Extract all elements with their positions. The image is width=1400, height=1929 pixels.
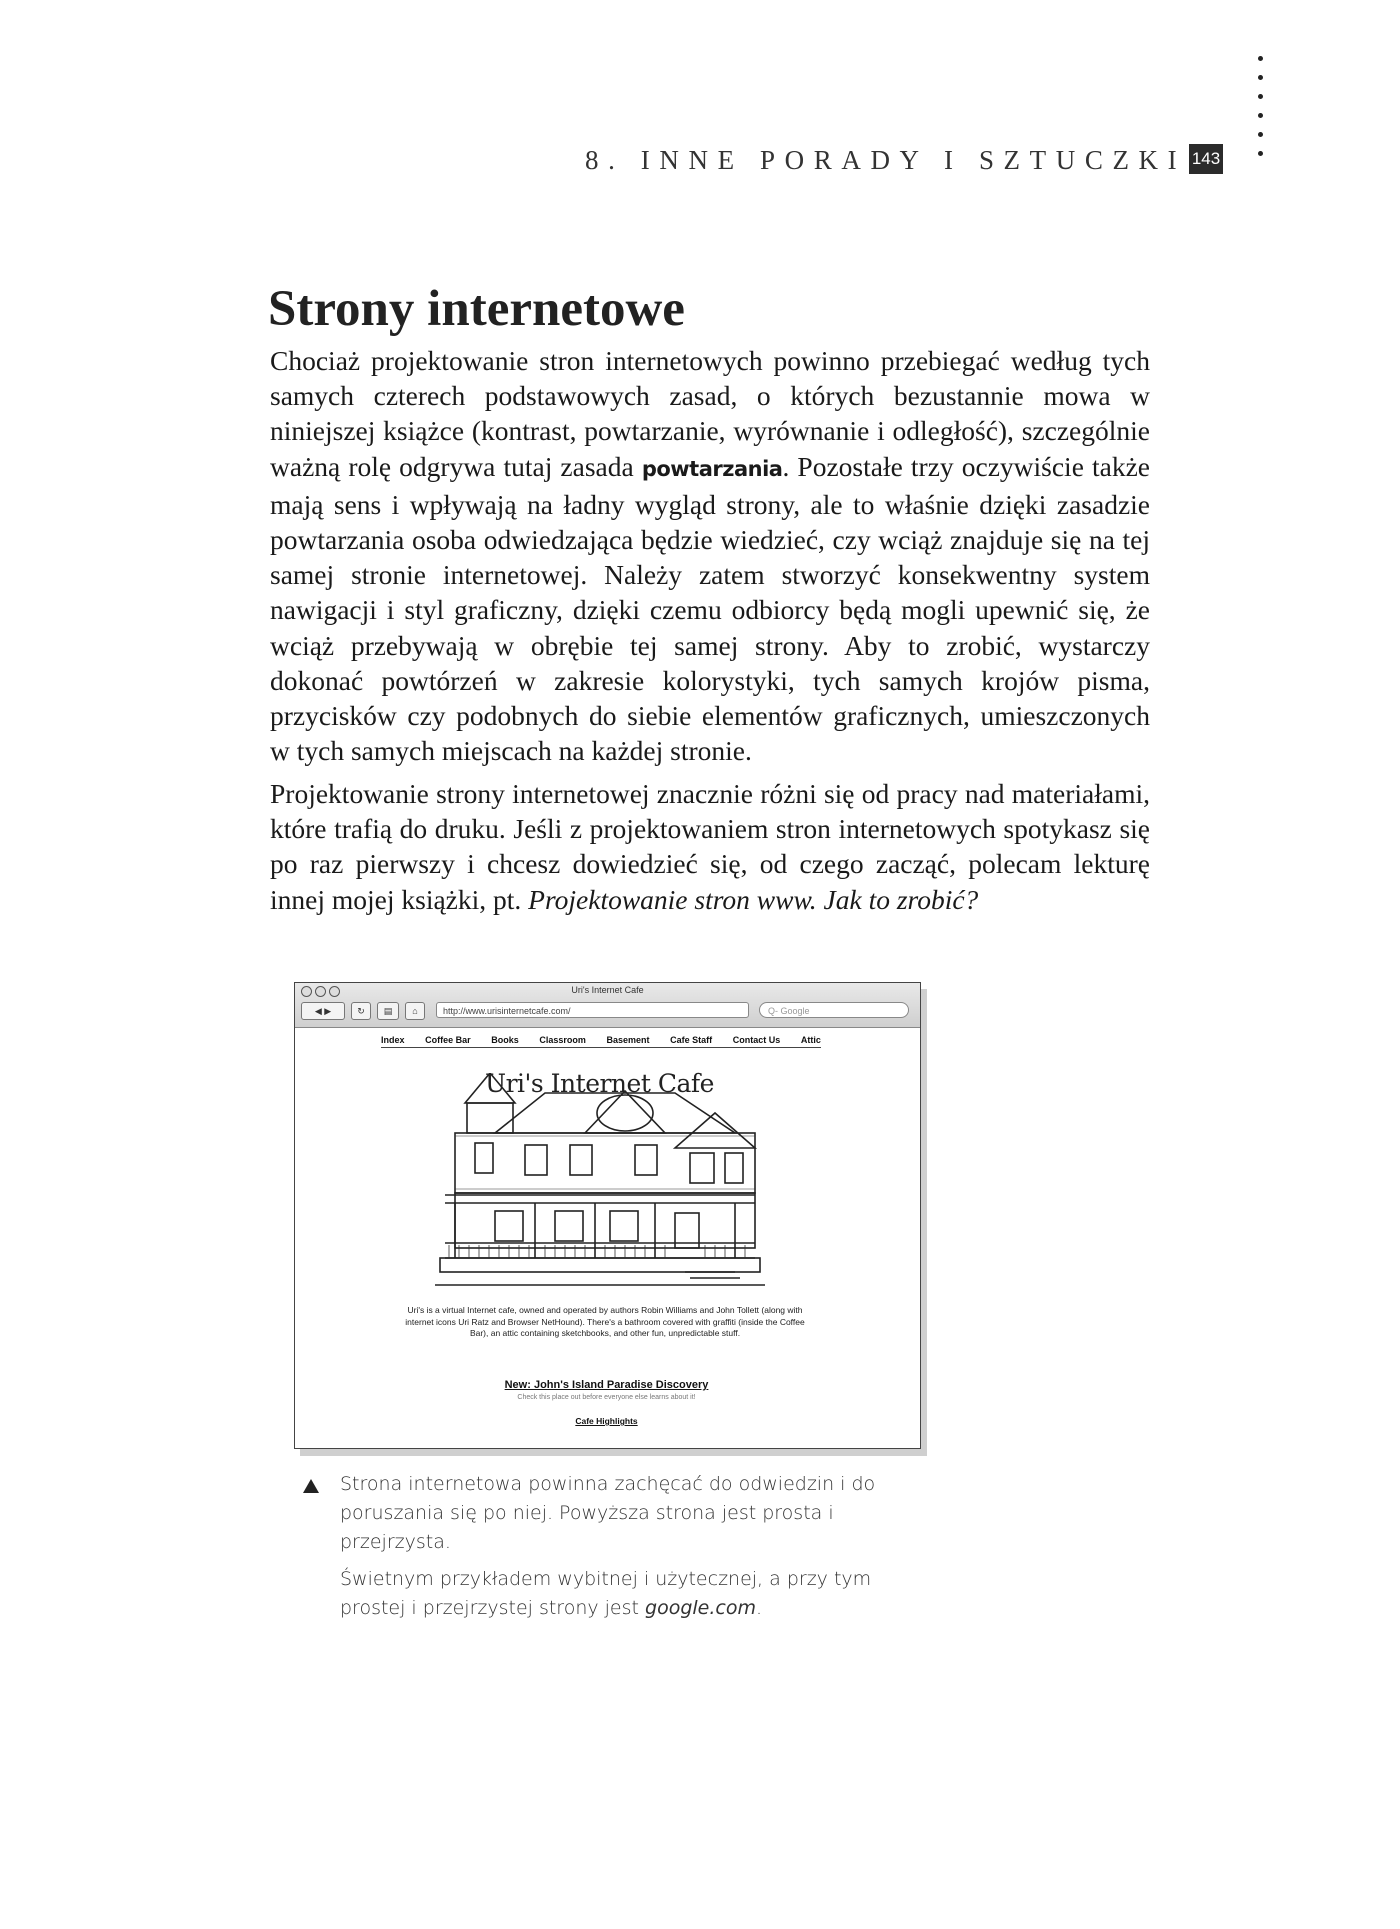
caption-line-2-end: . bbox=[755, 1597, 763, 1619]
book-title: Projektowanie stron www. Jak to zrobić? bbox=[528, 883, 979, 915]
paragraph-1-text: Chociaż projektowanie stron internetowych powinno przebiegać według tych samych czterech podstawowych zasad, o których bezustannie mowa w niniejszej książce (kontrast, powtarzanie, wyrównanie i odległość), szczególnie ważną rolę odgrywa tutaj zasada bbox=[270, 345, 1150, 482]
site-nav bbox=[381, 1035, 821, 1048]
margin-dots bbox=[1258, 56, 1266, 170]
nav-item: Coffee Bar bbox=[425, 1035, 471, 1045]
caption-line-2 bbox=[340, 1565, 880, 1623]
url-field: http://www.urisinternetcafe.com/ bbox=[436, 1002, 749, 1018]
site-logo: Uri's Internet Cafe bbox=[485, 1069, 714, 1098]
nav-item: Classroom bbox=[539, 1035, 586, 1045]
search-field: Q- Google bbox=[759, 1002, 909, 1018]
browser-toolbar bbox=[295, 983, 920, 1028]
back-forward-icon: ◀ ▶ bbox=[301, 1002, 345, 1020]
paragraph-1-text-cont: . Pozostałe trzy oczywiście także mają sens i wpływają na ładny wygląd strony, ale to właśnie dzięki zasadzie powtarzania osoba odwiedzająca będzie wiedzieć, czy wciąż znajduje się na tej samej stronie internetowej. Należy zatem stworzyć konsekwentny system nawigacji i styl graficzny, dzięki czemu odbiorcy będą mogli upewnić się, że wciąż przebywają w obrębie tej samej strony. Aby to zrobić, wystarczy dokonać powtórzeń w zakresie kolorystyki, tych samych krojów pisma, przycisków czy podobnych do siebie elementów graficznych, umieszczonych w tych samych miejscach na każdej stronie. bbox=[270, 450, 1151, 767]
nav-item: Attic bbox=[800, 1035, 821, 1045]
nav-item: Books bbox=[491, 1035, 519, 1045]
nav-item: Basement bbox=[606, 1035, 650, 1045]
highlights-link: Cafe Highlights bbox=[575, 1416, 638, 1426]
section-title: Strony internetowe bbox=[268, 281, 685, 337]
nav-item: Cafe Staff bbox=[670, 1035, 713, 1045]
site-description: Uri's is a virtual Internet cafe, owned and operated by authors Robin Williams and John Tollett (along with internet icons Uri Ratz and Browser NetHound). There's a bathroom covered with graffiti (inside the Coffee Bar), an attic containing sketchbooks, and other fun, unpredictable stuff. bbox=[405, 1305, 805, 1338]
reload-icon: ↻ bbox=[351, 1002, 371, 1020]
emphasis-term: powtarzania bbox=[641, 456, 783, 481]
caption-site-name: google.com bbox=[645, 1597, 756, 1619]
website-screenshot bbox=[294, 982, 921, 1449]
paragraph-2 bbox=[270, 776, 1150, 917]
house-illustration bbox=[435, 1073, 765, 1288]
caption-triangle-icon bbox=[303, 1479, 319, 1493]
bookmark-icon: ▤ bbox=[377, 1002, 399, 1020]
window-title: Uri's Internet Cafe bbox=[571, 985, 644, 995]
paragraph-2-text: Projektowanie strony internetowej znacznie różni się od pracy nad materiałami, które trafią do druku. Jeśli z projektowaniem stron internetowych spotykasz się po raz pierwszy i chcesz dowiedzieć się, od czego zacząć, polecam lekturę innej mojej książki, pt. bbox=[270, 778, 1150, 915]
caption-line-2-text: Świetnym przykładem wybitnej i użytecznej, a przy tym prostej i przejrzystej strony jest bbox=[340, 1568, 872, 1619]
nav-item: Index bbox=[381, 1035, 405, 1045]
paragraph-1 bbox=[270, 343, 1150, 768]
feature-link-subtext: Check this place out before everyone else learns about it! bbox=[517, 1394, 696, 1401]
nav-item: Contact Us bbox=[732, 1035, 781, 1045]
home-icon: ⌂ bbox=[405, 1002, 425, 1020]
feature-link: New: John's Island Paradise Discovery bbox=[504, 1379, 709, 1391]
page-number: 143 bbox=[1189, 144, 1223, 174]
running-head: 8. INNE PORADY I SZTUCZKI bbox=[585, 145, 1187, 175]
caption-line-1: Strona internetowa powinna zachęcać do odwiedzin i do poruszania się po niej. Powyższa strona jest prosta i przejrzysta. bbox=[340, 1473, 876, 1553]
